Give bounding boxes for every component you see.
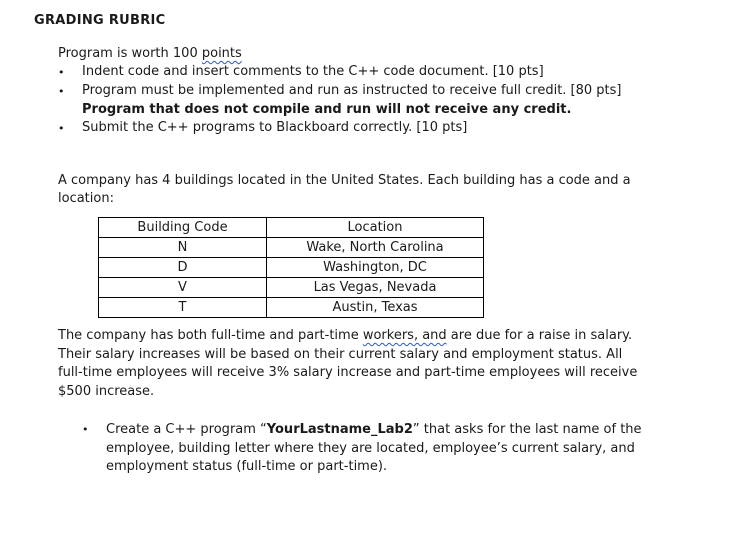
column-header: Building Code [99,218,267,238]
building-location: Las Vegas, Nevada [267,278,484,298]
rubric-item: Submit the C++ programs to Blackboard correctly. [10 pts] [82,120,468,135]
raise-line-2: Their salary increases will be based on their current salary and employment status. All [58,346,623,362]
points-line [58,45,242,63]
task-text: Create a C++ program “ [106,422,267,437]
building-code: T [99,298,267,318]
bullet-icon: • [58,85,65,98]
building-code: V [99,278,267,298]
task-program-name: YourLastname_Lab2 [266,422,413,437]
intro-line-2: location: [58,191,114,206]
raise-line-1 [58,327,678,346]
table-row [99,238,484,258]
raise-line-3: full-time employees will receive 3% salary increase and part-time employees will receive [58,365,638,381]
raise-line-4: $500 increase. [58,384,155,400]
table-header-row [99,218,484,238]
bullet-icon: • [58,66,65,79]
raise-text: are due for a raise in salary. [446,328,633,343]
rubric-item: Indent code and insert comments to the C++ code document. [10 pts] [82,64,544,79]
building-location: Wake, North Carolina [267,238,484,258]
bullet-icon: • [58,122,65,135]
table-row [99,258,484,278]
rubric-bold-note: Program that does not compile and run will not receive any credit. [82,102,572,117]
raise-text: The company has both full-time and part-time [58,328,363,343]
task-paragraph [106,421,686,477]
raise-underlined: workers, and [362,328,447,343]
points-text: Program is worth 100 [58,46,202,61]
building-code: N [99,238,267,258]
table-row [99,298,484,318]
points-underlined: points [201,46,242,61]
building-location: Austin, Texas [267,298,484,318]
intro-line-1: A company has 4 buildings located in the United States. Each building has a code and a [58,173,631,188]
buildings-table [98,217,484,318]
rubric-heading: GRADING RUBRIC [34,13,166,28]
task-text: ” that asks for the last name of the employee, building letter where they are located, employee’s current salary, and employment status (full-time or part-time). [106,422,642,475]
table-row [99,278,484,298]
bullet-icon: • [82,423,89,436]
raise-paragraph [58,327,678,402]
column-header: Location [267,218,484,238]
building-location: Washington, DC [267,258,484,278]
building-code: D [99,258,267,278]
rubric-item: Program must be implemented and run as instructed to receive full credit. [80 pts] [82,83,622,98]
